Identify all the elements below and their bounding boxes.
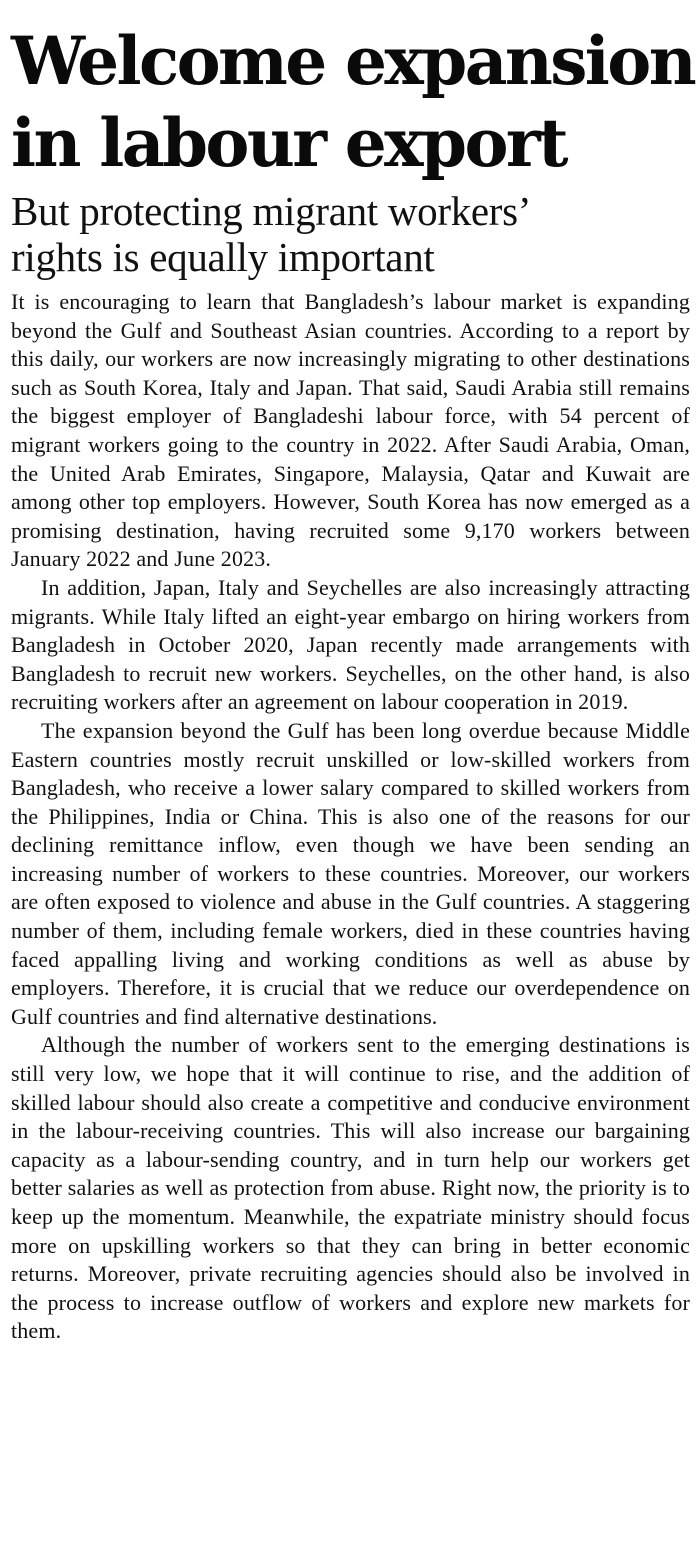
subheadline-line-2: rights is equally important bbox=[11, 234, 435, 280]
body-paragraph-2: In addition, Japan, Italy and Seychelles are also increasingly attracting migrants. While Italy lifted an eight-year embargo on hiring workers from Bangladesh in October 2020, Japan recently made arrangements with Bangladesh to recruit new workers. Seychelles, on the other hand, is also recruiting workers after an agreement on labour cooperation in 2019. bbox=[11, 574, 690, 715]
headline bbox=[11, 20, 695, 184]
body-paragraph-1: It is encouraging to learn that Bangladesh’s labour market is expanding beyond the Gulf and Southeast Asian countries. According to a report by this daily, our workers are now increasingly migrating to other destinations such as South Korea, Italy and Japan. That said, Saudi Arabia still remains the biggest employer of Bangladeshi labour force, with 54 percent of migrant workers going to the country in 2022. After Saudi Arabia, Oman, the United Arab Emirates, Singapore, Malaysia, Qatar and Kuwait are among other top employers. However, South Korea has now emerged as a promising destination, having recruited some 9,170 workers between January 2022 and June 2023. bbox=[11, 289, 690, 572]
editorial-article bbox=[11, 20, 695, 1346]
body-paragraph-3: The expansion beyond the Gulf has been long overdue because Middle Eastern countries mostly recruit unskilled or low-skilled workers from Bangladesh, who receive a lower salary compared to skilled workers from the Philippines, India or China. This is also one of the reasons for our declining remittance inflow, even though we have been sending an increasing number of workers to these countries. Moreover, our workers are often exposed to violence and abuse in the Gulf countries. A staggering number of them, including female workers, died in these countries having faced appalling living and working conditions as well as abuse by employers. Therefore, it is crucial that we reduce our overdependence on Gulf countries and find alternative destinations. bbox=[11, 717, 690, 1029]
headline-line-1: Welcome expansion bbox=[11, 22, 695, 100]
article-body bbox=[11, 288, 690, 1346]
subheadline-line-1: But protecting migrant workers’ bbox=[11, 188, 532, 234]
headline-line-2: in labour export bbox=[11, 104, 566, 182]
subheadline bbox=[11, 188, 690, 280]
body-paragraph-4: Although the number of workers sent to the emerging destinations is still very low, we hope that it will continue to rise, and the addition of skilled labour should also create a competitive and conducive environment in the labour-receiving countries. This will also increase our bargaining capacity as a labour-sending country, and in turn help our workers get better salaries as well as protection from abuse. Right now, the priority is to keep up the momentum. Meanwhile, the expatriate ministry should focus more on upskilling workers so that they can bring in better economic returns. Moreover, private recruiting agencies should also be involved in the process to increase outflow of workers and explore new markets for them. bbox=[11, 1032, 690, 1344]
